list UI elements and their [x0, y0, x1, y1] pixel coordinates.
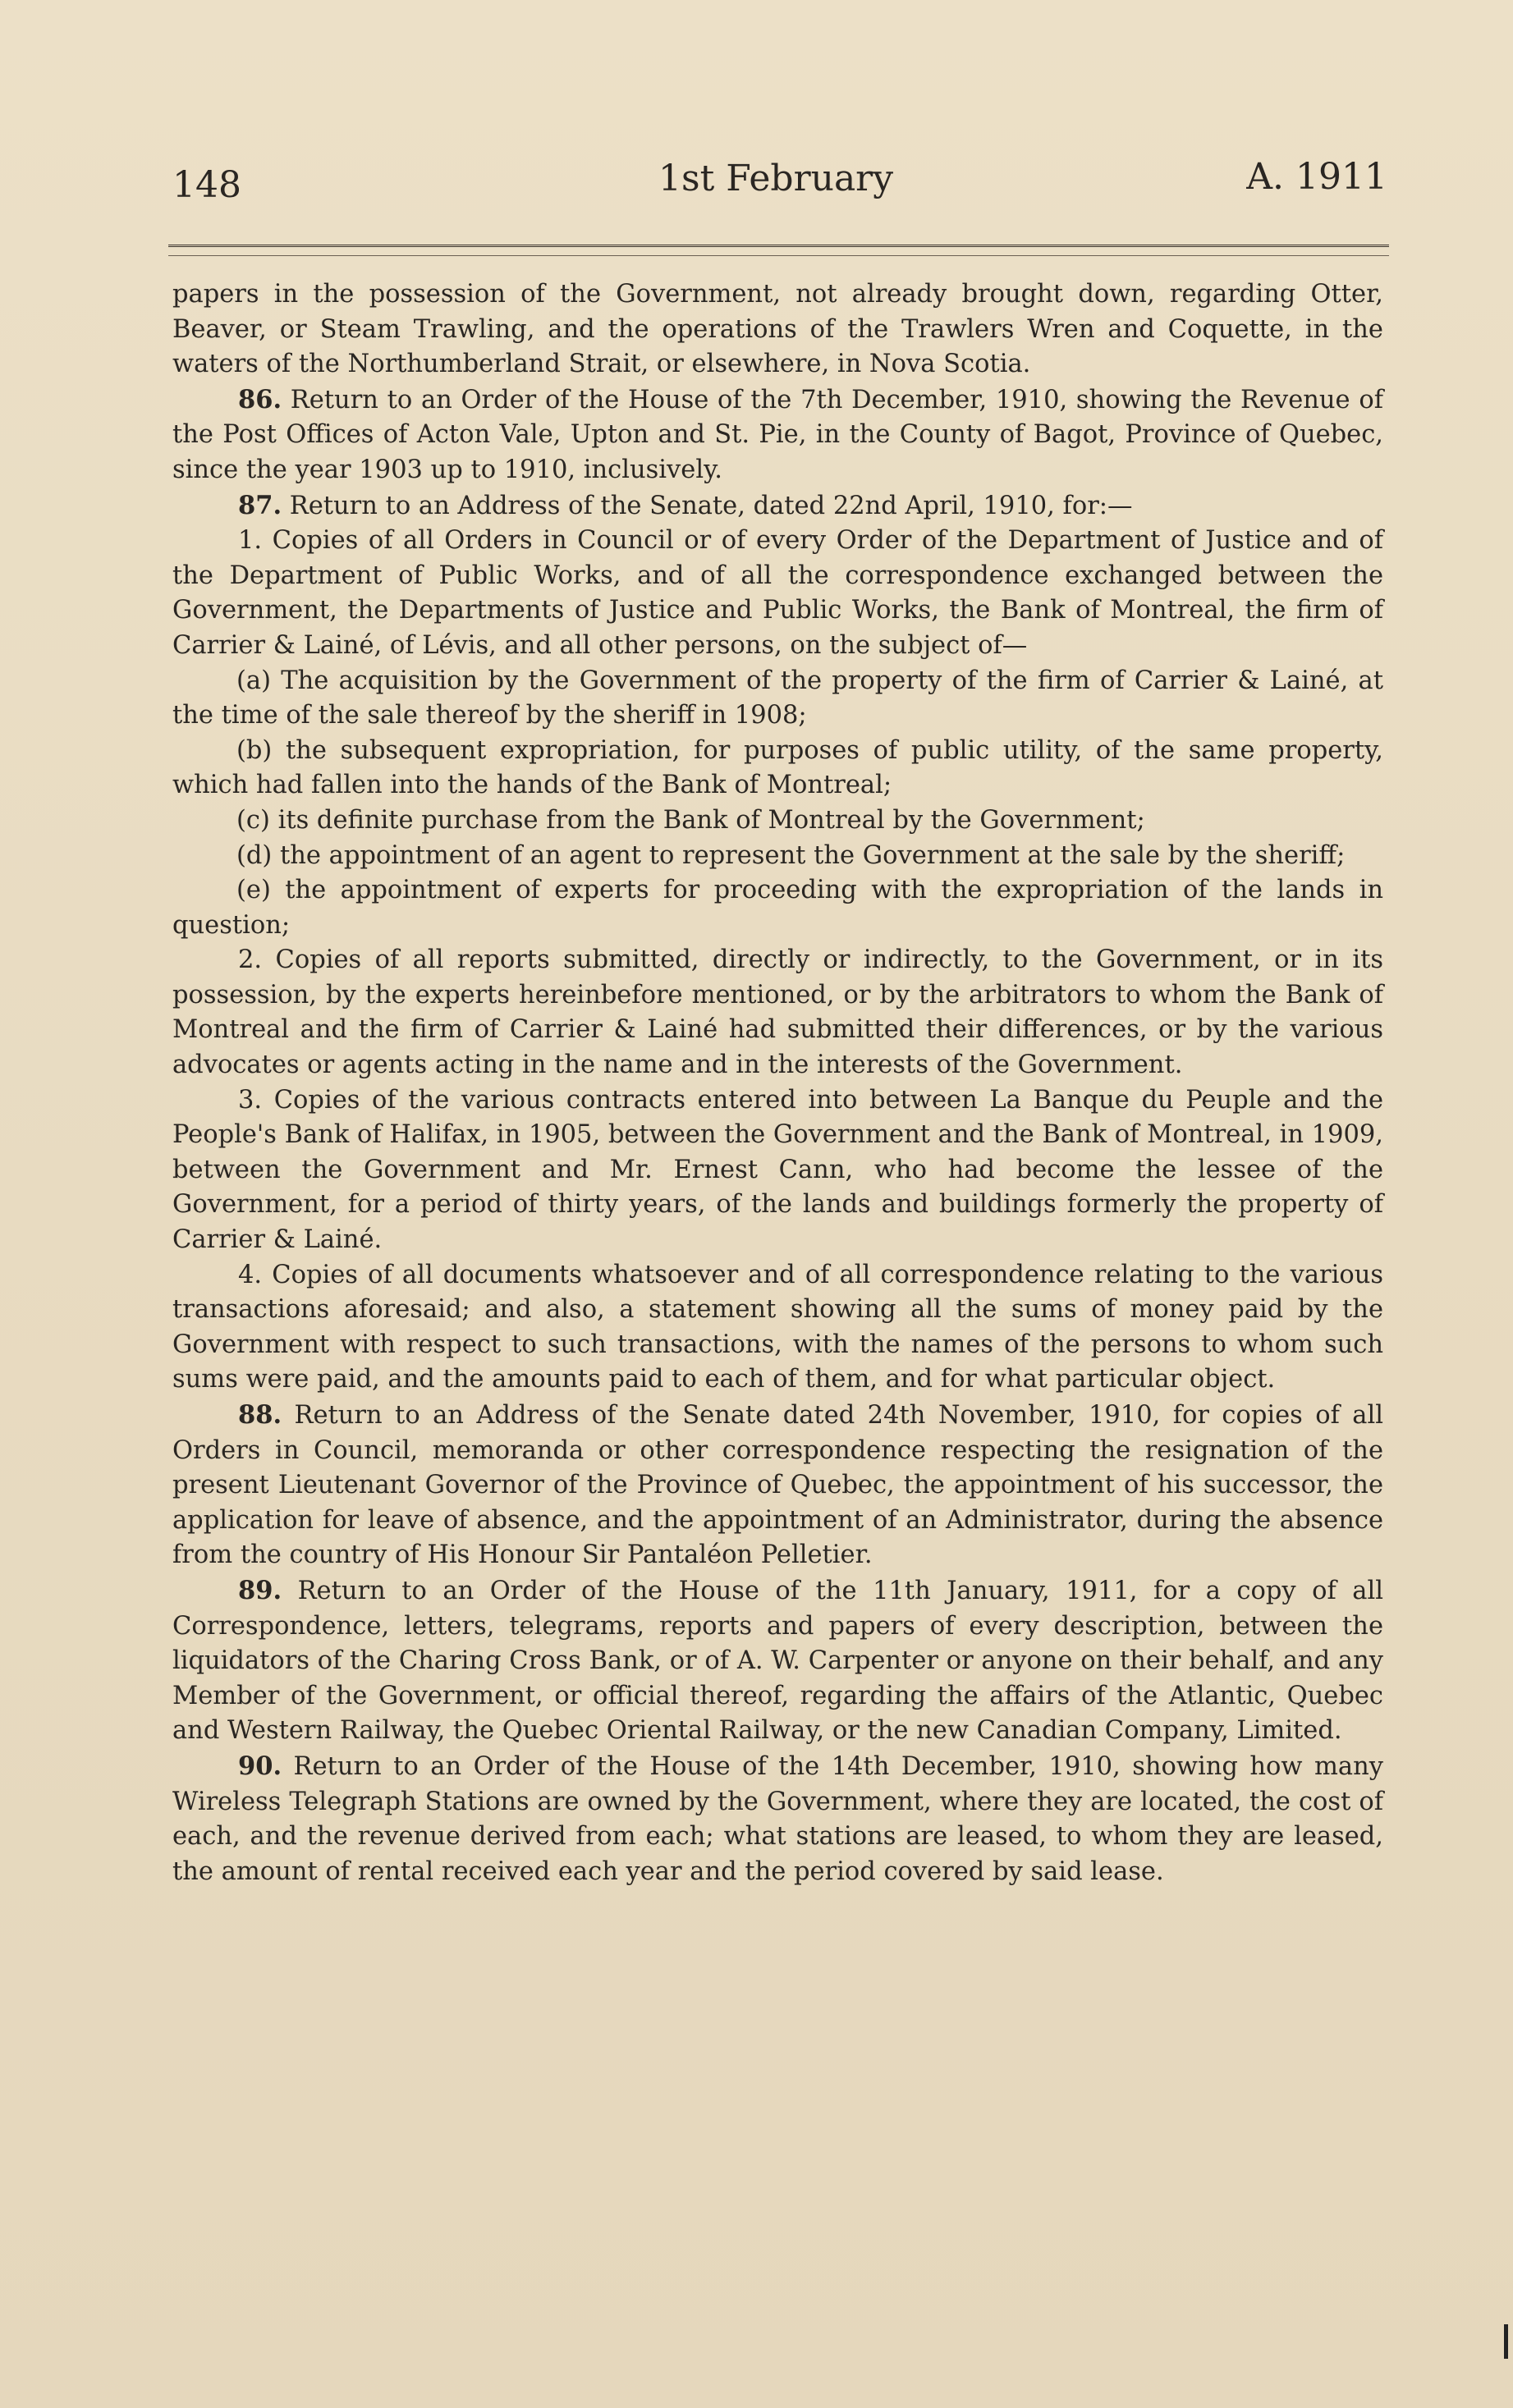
item-87-clause-4: 4. Copies of all documents whatsoever and of all correspondence relating to the various transactions aforesaid; and also, a statement showing all the sums of money paid by the Government with respect to such transactions, with the names of the persons to whom such sums were paid, and the amounts paid to each of them, and for what particular object. — [172, 1260, 1383, 1394]
document-body — [172, 277, 1383, 1889]
item-87-clause-b: (b) the subsequent expropriation, for purposes of public utility, of the same property, which had fallen into the hands of the Bank of Montreal; — [172, 735, 1383, 800]
item-88: 88. Return to an Address of the Senate dated 24th November, 1910, for copies of all Orders in Council, memoranda or other correspondence respecting the resignation of the present Lieutenant Governor of the Province of Quebec, the appointment of his successor, the application for leave of absence, and the appointment of an Administrator, during the absence from the country of His Honour Sir Pantaléon Pelletier. — [172, 1400, 1383, 1570]
item-87-clause-e: (e) the appointment of experts for proceeding with the expropriation of the lands in question; — [172, 876, 1383, 940]
item-number: 90. — [238, 1751, 282, 1781]
item-87: 87. Return to an Address of the Senate, dated 22nd April, 1910, for:— — [238, 490, 1133, 520]
item-87-clause-c: (c) its definite purchase from the Bank of Montreal by the Government; — [236, 805, 1145, 835]
item-87-clause-3: 3. Copies of the various contracts entered into between La Banque du Peuple and the People's Bank of Halifax, in 1905, between the Government and the Bank of Montreal, in 1909, between the Government and Mr. Ernest Cann, who had become the lessee of the Government, for a period of thirty years, of the lands and buildings formerly the property of Carrier & Lainé. — [172, 1085, 1383, 1255]
item-number: 89. — [238, 1575, 282, 1605]
item-87-clause-2: 2. Copies of all reports submitted, directly or indirectly, to the Government, or in its possession, by the experts hereinbefore mentioned, or by the arbitrators to whom the Bank of Montreal and the firm of Carrier & Lainé had submitted their differences, or by the various advocates or agents acting in the name and in the interests of the Government. — [172, 945, 1383, 1080]
header-date: 1st February — [658, 158, 894, 199]
item-87-clause-a: (a) The acquisition by the Government of the property of the firm of Carrier & Lainé, at the time of the sale thereof by the sheriff in 1908; — [172, 666, 1383, 730]
item-87-clause-1: 1. Copies of all Orders in Council or of every Order of the Department of Justice and of the Department of Public Works, and of all the correspondence exchanged between the Government, the Departments of Justice and Public Works, the Bank of Montreal, the firm of Carrier & Lainé, of Lévis, and all other persons, on the subject of— — [172, 526, 1383, 660]
paragraph-continuation: papers in the possession of the Government, not already brought down, regarding Otter, Beaver, or Steam Trawling, and the operations of the Trawlers Wren and Coquette, in the waters of the Northumberland Strait, or elsewhere, in Nova Scotia. — [172, 280, 1383, 379]
item-87-clause-d: (d) the appointment of an agent to represent the Government at the sale by the sheriff; — [236, 840, 1346, 870]
page-number: 148 — [172, 164, 241, 206]
item-number: 86. — [238, 384, 282, 414]
item-89: 89. Return to an Order of the House of the 11th January, 1911, for a copy of all Correspondence, letters, telegrams, reports and papers of every description, between the liquidators of the Charing Cross Bank, or of A. W. Carpenter or anyone on their behalf, and any Member of the Government, or official thereof, regarding the affairs of the Atlantic, Quebec and Western Railway, the Quebec Oriental Railway, or the new Canadian Company, Limited. — [172, 1575, 1383, 1746]
item-number: 87. — [238, 490, 282, 520]
scan-edge-mark — [1504, 2324, 1508, 2359]
page-header — [172, 156, 1387, 213]
item-number: 88. — [238, 1400, 282, 1430]
header-rule — [168, 245, 1389, 256]
item-90: 90. Return to an Order of the House of the 14th December, 1910, showing how many Wireless Telegraph Stations are owned by the Government, where they are located, the cost of each, and the revenue derived from each; what stations are leased, to whom they are leased, the amount of rental received each year and the period covered by said lease. — [172, 1751, 1383, 1886]
item-86: 86. Return to an Order of the House of the 7th December, 1910, showing the Revenue of the Post Offices of Acton Vale, Upton and St. Pie, in the County of Bagot, Province of Quebec, since the year 1903 up to 1910, inclusively. — [172, 384, 1383, 484]
header-year: A. 1911 — [1246, 156, 1387, 198]
